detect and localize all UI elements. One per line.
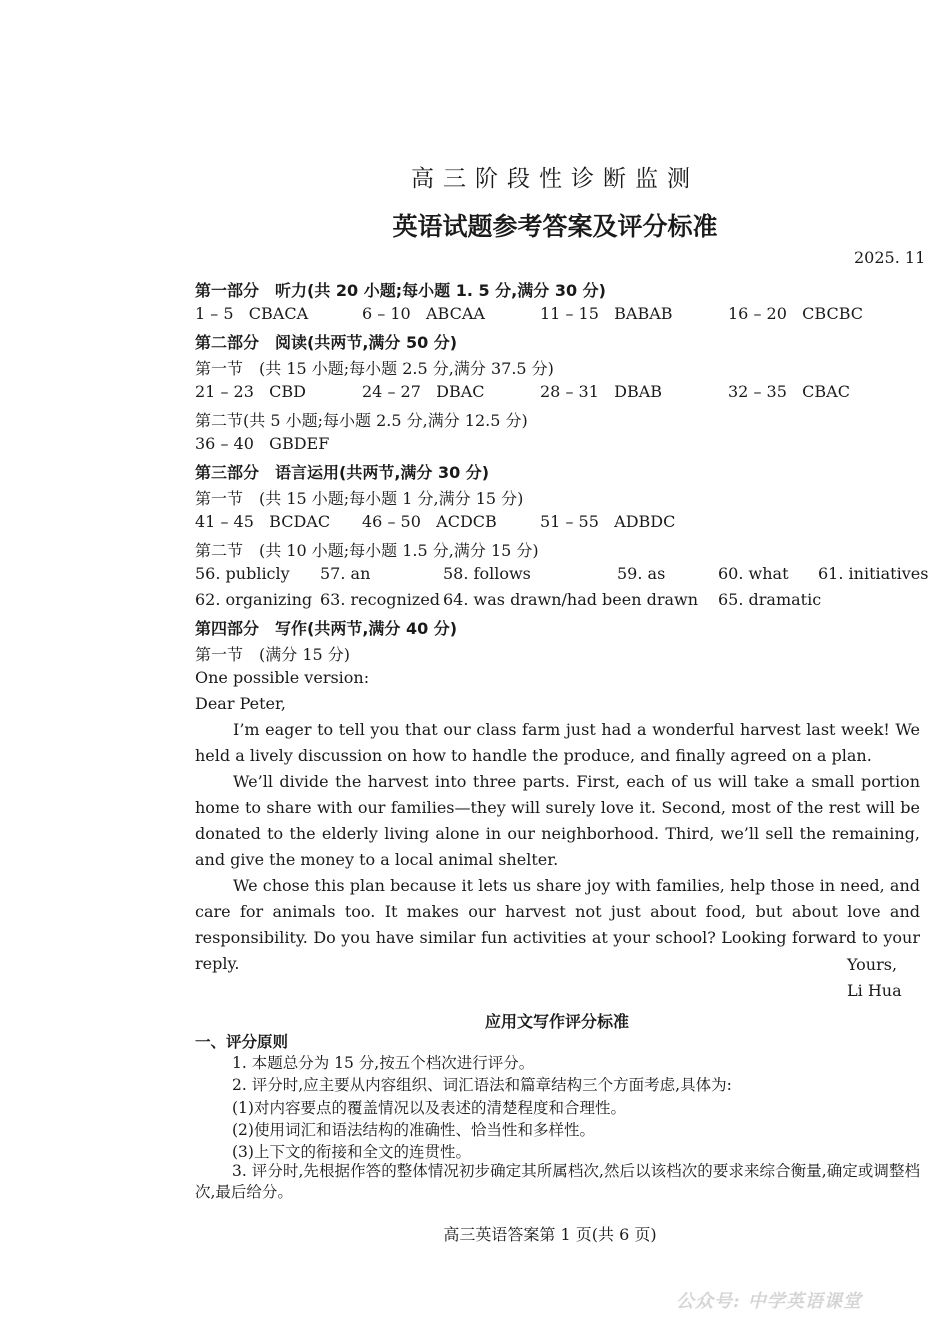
criteria-item-2-3: (3)上下文的衔接和全文的连贯性。 [232,1143,471,1161]
answer-32-35: 32 – 35 CBAC [728,382,850,401]
answer-65: 65. dramatic [718,590,822,609]
signature: Li Hua [847,981,902,1000]
essay-paragraph-3: We chose this plan because it lets us share joy with families, help those in need, and care for animals too. It makes our harvest not just about food, but about love and responsibility. Do you have similar fun activities at your school? Looking forward to your reply. [195,876,920,973]
answer-63: 63. recognized [320,590,441,609]
part2-heading: 第二部分 阅读(共两节,满分 50 分) [195,333,458,352]
part4-section1-heading: 第一节 (满分 15 分) [195,645,351,664]
answer-58: 58. follows [443,564,531,583]
answer-60: 60. what [718,564,789,583]
answer-57: 57. an [320,564,371,583]
answer-61: 61. initiatives [818,564,929,583]
part1-heading: 第一部分 听力(共 20 小题;每小题 1. 5 分,满分 30 分) [195,281,606,300]
part3-heading: 第三部分 语言运用(共两节,满分 30 分) [195,463,490,482]
answer-41-45: 41 – 45 BCDAC [195,512,331,531]
criteria-title: 应用文写作评分标准 [484,1012,629,1031]
criteria-item-2: 2. 评分时,应主要从内容组织、词汇语法和篇章结构三个方面考虑,具体为: [232,1076,732,1094]
watermark: 公众号: 中学英语课堂 [676,1291,862,1312]
answer-59: 59. as [617,564,666,583]
essay-paragraph-1: I’m eager to tell you that our class farm just had a wonderful harvest last week! We held a lively discussion on how to handle the produce, and finally agreed on a plan. [195,720,920,765]
part4-heading: 第四部分 写作(共两节,满分 40 分) [195,619,458,638]
principle-heading: 一、评分原则 [195,1033,289,1051]
page-footer: 高三英语答案第 1 页(共 6 页) [443,1225,657,1244]
answer-62: 62. organizing [195,590,313,609]
part3-section1-heading: 第一节 (共 15 小题;每小题 1 分,满分 15 分) [195,489,524,508]
criteria-item-2-1: (1)对内容要点的覆盖情况以及表述的清楚程度和合理性。 [232,1099,626,1117]
criteria-item-1: 1. 本题总分为 15 分,按五个档次进行评分。 [232,1054,535,1072]
answer-11-15: 11 – 15 BABAB [540,304,673,323]
version-label: One possible version: [195,668,370,687]
part2-section2-heading: 第二节(共 5 小题;每小题 2.5 分,满分 12.5 分) [195,411,528,430]
answer-56: 56. publicly [195,564,290,583]
criteria-item-2-2: (2)使用词汇和语法结构的准确性、恰当性和多样性。 [232,1121,595,1139]
part2-section1-heading: 第一节 (共 15 小题;每小题 2.5 分,满分 37.5 分) [195,359,554,378]
answer-64: 64. was drawn/had been drawn [443,590,699,609]
page-title: 高三阶段性诊断监测 [411,166,699,192]
answer-6-10: 6 – 10 ABCAA [362,304,485,323]
essay-paragraph-2: We’ll divide the harvest into three parts. First, each of us will take a small portion home to share with our families—they will surely love it. Second, most of the rest will be donated to the elderly living alone in our neighborhood. Third, we’ll sell the remaining, and give the money to a local animal shelter. [195,772,920,869]
answer-28-31: 28 – 31 DBAB [540,382,663,401]
answer-24-27: 24 – 27 DBAC [362,382,485,401]
answer-46-50: 46 – 50 ACDCB [362,512,497,531]
answer-21-23: 21 – 23 CBD [195,382,306,401]
answer-16-20: 16 – 20 CBCBC [728,304,863,323]
criteria-item-3: 3. 评分时,先根据作答的整体情况初步确定其所属档次,然后以该档次的要求来综合衡量,确定或调整档次,最后给分。 [195,1162,920,1201]
answer-1-5: 1 – 5 CBACA [195,304,309,323]
page-subtitle: 英语试题参考答案及评分标准 [392,212,718,241]
date: 2025. 11 [854,248,926,267]
salutation: Dear Peter, [195,694,286,713]
part3-section2-heading: 第二节 (共 10 小题;每小题 1.5 分,满分 15 分) [195,541,539,560]
closing: Yours, [847,955,898,974]
answer-36-40: 36 – 40 GBDEF [195,434,330,453]
answer-51-55: 51 – 55 ADBDC [540,512,676,531]
